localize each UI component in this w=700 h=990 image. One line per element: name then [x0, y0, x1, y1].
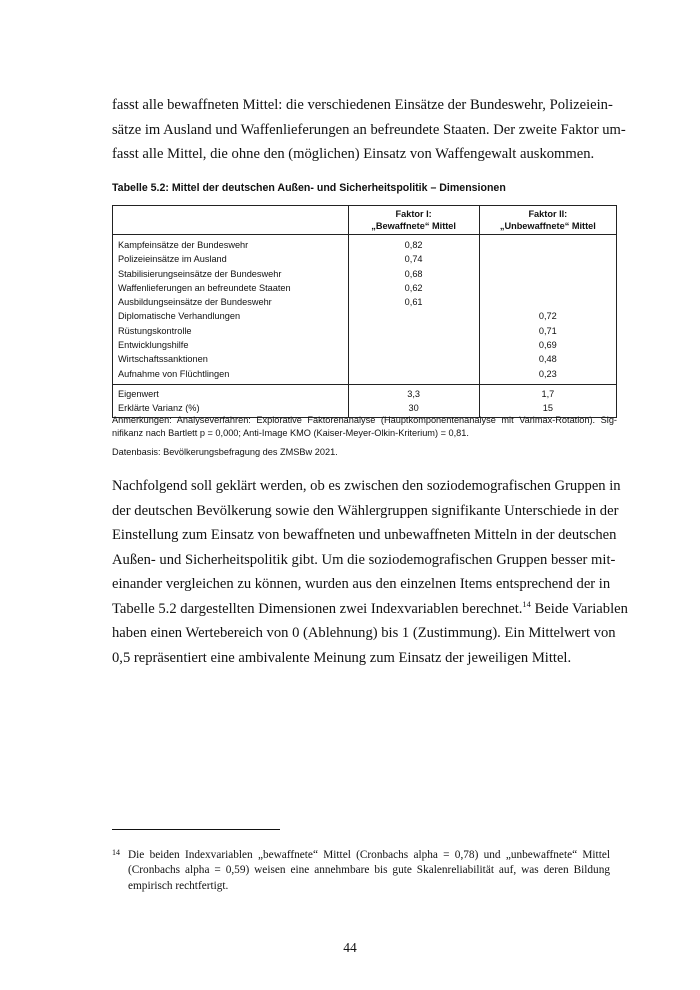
table-row	[113, 338, 617, 352]
factor-1-loading	[348, 338, 479, 352]
factor-2-loading: 0,48	[479, 352, 616, 366]
summary-factor-1: 3,3	[348, 384, 479, 401]
factor-1-loading	[348, 367, 479, 385]
footnote-divider	[112, 829, 280, 830]
summary-label: Erklärte Varianz (%)	[118, 402, 200, 413]
table-row	[113, 309, 617, 323]
table-row	[113, 252, 617, 266]
footnote-number: 14	[112, 848, 120, 857]
header-factor-1-subtitle: „Bewaffnete“ Mittel	[371, 221, 456, 231]
footnote-line: (Cronbachs alpha = 0,59) weisen eine annehmbare bis gute Skalenreliabilität auf, was deren Bildung	[128, 864, 610, 877]
text-line: der deutschen Bevölkerung sowie den Wählergruppen signifikante Unterschiede in der	[112, 502, 619, 519]
table-row	[113, 281, 617, 295]
factor-1-loading: 0,82	[348, 235, 479, 253]
row-label: Ausbildungseinsätze der Bundeswehr	[118, 297, 272, 308]
factor-2-loading	[479, 295, 616, 309]
row-label: Wirtschaftssanktionen	[118, 354, 208, 365]
row-label: Rüstungskontrolle	[118, 325, 192, 336]
summary-row	[113, 384, 617, 401]
table-row	[113, 324, 617, 338]
table-row	[113, 367, 617, 385]
intro-paragraph	[112, 93, 626, 167]
factor-1-loading	[348, 309, 479, 323]
main-paragraph	[112, 474, 628, 670]
table-row	[113, 295, 617, 309]
factor-2-loading	[479, 281, 616, 295]
table-header-row	[113, 206, 617, 235]
table-row	[113, 267, 617, 281]
footnote-line: empirisch rechtfertigt.	[128, 879, 229, 892]
header-factor-1	[348, 206, 479, 235]
header-factor-1-title: Faktor I:	[395, 209, 432, 219]
header-factor-2-title: Faktor II:	[528, 209, 568, 219]
factor-2-loading: 0,69	[479, 338, 616, 352]
factor-2-loading: 0,23	[479, 367, 616, 385]
text-segment: Tabelle 5.2 dargestellten Dimensionen zwei Indexvariablen berechnet.	[112, 600, 523, 617]
page-number: 44	[343, 940, 357, 955]
row-label: Diplomatische Verhandlungen	[118, 311, 241, 322]
row-label: Kampfeinsätze der Bundeswehr	[118, 240, 249, 250]
summary-factor-2: 1,7	[479, 384, 616, 401]
table-row	[113, 352, 617, 366]
row-label: Stabilisierungseinsätze der Bundeswehr	[118, 268, 282, 279]
factor-1-loading: 0,68	[348, 267, 479, 281]
factor-2-loading: 0,71	[479, 324, 616, 338]
text-line: Außen- und Sicherheitspolitik gibt. Um die soziodemografischen Gruppen besser mit-	[112, 551, 616, 568]
factor-2-loading	[479, 267, 616, 281]
table-notes	[112, 414, 617, 440]
table-row	[113, 235, 617, 253]
factor-1-loading: 0,74	[348, 252, 479, 266]
row-label: Entwicklungshilfe	[118, 340, 189, 351]
factor-2-loading	[479, 252, 616, 266]
table-caption: Tabelle 5.2: Mittel der deutschen Außen- und Sicherheitspolitik – Dimensionen	[112, 182, 506, 194]
summary-label: Eigenwert	[113, 384, 349, 401]
factor-1-loading	[348, 324, 479, 338]
text-line: fasst alle bewaffneten Mittel: die verschiedenen Einsätze der Bundeswehr, Polizeiein-	[112, 97, 613, 113]
text-line: Einstellung zum Einsatz von bewaffneten und unbewaffneten Mitteln in der deutschen	[112, 527, 617, 543]
footnote	[112, 848, 610, 894]
text-segment: Beide Variablen	[530, 600, 628, 617]
data-source-note: Datenbasis: Bevölkerungsbefragung des ZMSBw 2021.	[112, 447, 338, 457]
factor-2-loading	[479, 235, 616, 253]
summary-factor-2: 15	[479, 401, 616, 418]
factor-table	[112, 205, 617, 418]
text-line: sätze im Ausland und Waffenlieferungen an befreundete Staaten. Der zweite Faktor um-	[112, 121, 626, 138]
footnote-reference[interactable]: 14	[522, 598, 531, 609]
text-line-with-footnote	[112, 597, 628, 622]
header-factor-2	[479, 206, 616, 235]
notes-line: nifikanz nach Bartlett p = 0,000; Anti-Image KMO (Kaiser-Meyer-Olkin-Kriterium) = 0,81.	[112, 427, 469, 438]
notes-line: Anmerkungen: Analyseverfahren: Explorative Faktorenanalyse (Hauptkomponentenanalyse mit Varimax-Rotation). Sig-	[112, 415, 617, 425]
header-item	[113, 206, 349, 235]
text-line: fasst alle Mittel, die ohne den (möglichen) Einsatz von Waffengewalt auskommen.	[112, 146, 595, 162]
summary-factor-1: 30	[348, 401, 479, 418]
factor-1-loading: 0,61	[348, 295, 479, 309]
row-label: Polizeieinsätze im Ausland	[118, 254, 227, 265]
header-factor-2-subtitle: „Unbewaffnete“ Mittel	[499, 221, 596, 231]
factor-1-loading	[348, 352, 479, 366]
text-line: Nachfolgend soll geklärt werden, ob es zwischen den soziodemografischen Gruppen in	[112, 478, 621, 494]
text-line: haben einen Wertebereich von 0 (Ablehnung) bis 1 (Zustimmung). Ein Mittelwert von	[112, 625, 616, 641]
row-label: Waffenlieferungen an befreundete Staaten	[118, 282, 291, 293]
text-line: 0,5 repräsentiert eine ambivalente Meinung zum Einsatz der jeweiligen Mittel.	[112, 649, 572, 666]
footnote-line: Die beiden Indexvariablen „bewaffnete“ Mittel (Cronbachs alpha = 0,78) und „unbewaffnete“ Mittel	[128, 849, 610, 861]
row-label: Aufnahme von Flüchtlingen	[118, 368, 230, 379]
text-line: einander vergleichen zu können, wurden aus den einzelnen Items entsprechend der in	[112, 576, 611, 592]
factor-2-loading: 0,72	[479, 309, 616, 323]
factor-1-loading: 0,62	[348, 281, 479, 295]
footnote-body	[128, 848, 610, 894]
